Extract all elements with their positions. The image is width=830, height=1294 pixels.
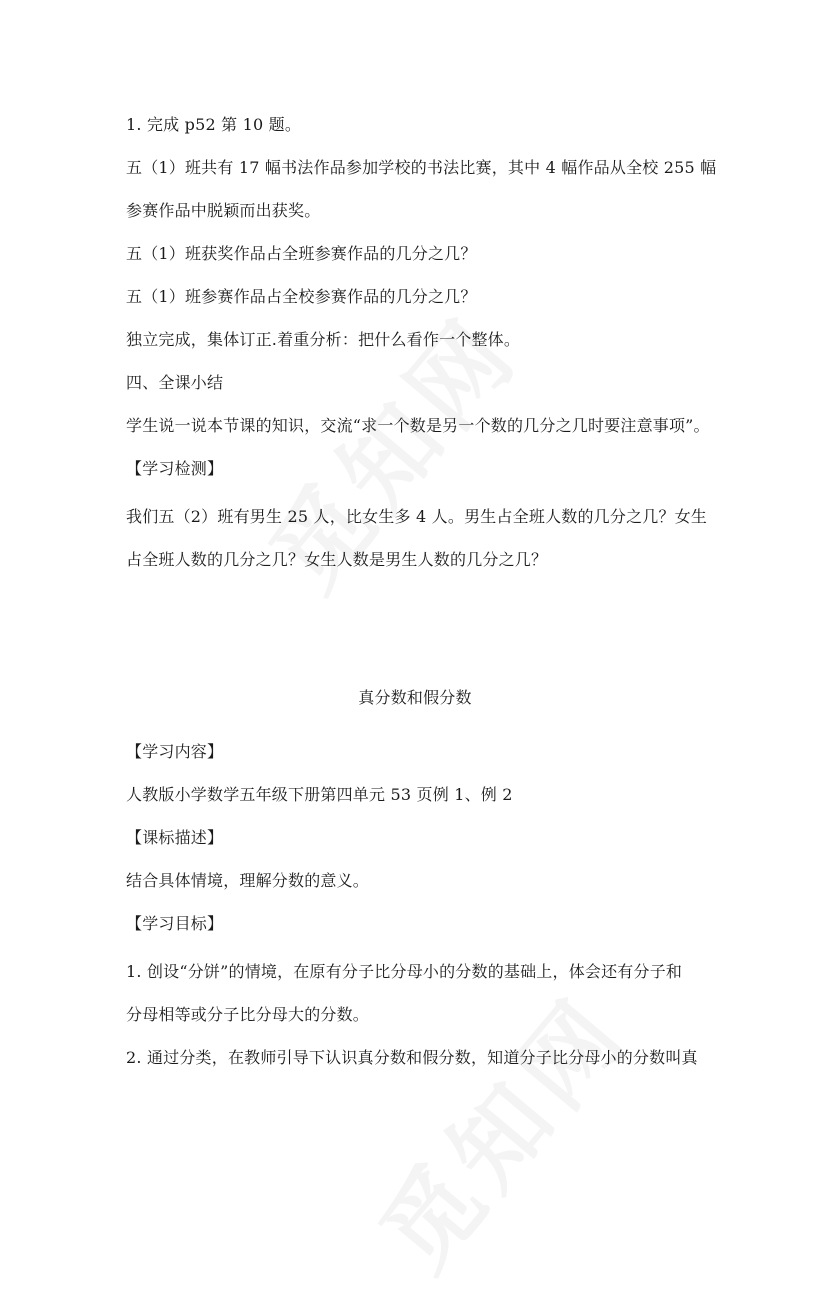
text-line: 【学习目标】 [126,914,224,933]
text-line: 1. 创设“分饼”的情境，在原有分子比分母小的分数的基础上，体会还有分子和 [126,962,683,981]
text-line: 【学习检测】 [126,459,224,478]
text-line: 四、全课小结 [126,373,224,392]
section-title: 真分数和假分数 [358,688,472,707]
text-line: 结合具体情境，理解分数的意义。 [126,871,370,890]
watermark-bottom [344,963,653,1294]
text-line: 1. 完成 p52 第 10 题。 [126,115,302,134]
text-line: 【学习内容】 [126,742,224,761]
text-line: 学生说一说本节课的知识，交流“求一个数是另一个数的几分之几时要注意事项”。 [126,416,710,435]
text-line: 五（1）班共有 17 幅书法作品参加学校的书法比赛，其中 4 幅作品从全校 255 幅 [126,158,717,177]
text-line: 我们五（2）班有男生 25 人，比女生多 4 人。男生占全班人数的几分之几？女生 [126,507,708,526]
text-line: 参赛作品中脱颖而出获奖。 [126,201,321,220]
text-line: 【课标描述】 [126,828,224,847]
text-line: 五（1）班获奖作品占全班参赛作品的几分之几？ [126,244,477,263]
text-line: 人教版小学数学五年级下册第四单元 53 页例 1、例 2 [126,785,513,804]
text-line: 占全班人数的几分之几？女生人数是男生人数的几分之几？ [126,550,548,569]
text-line: 分母相等或分子比分母大的分数。 [126,1005,370,1024]
text-line: 2. 通过分类，在教师引导下认识真分数和假分数，知道分子比分母小的分数叫真 [126,1048,698,1067]
text-line: 五（1）班参赛作品占全校参赛作品的几分之几？ [126,287,477,306]
text-line: 独立完成，集体订正.着重分析：把什么看作一个整体。 [126,330,521,349]
